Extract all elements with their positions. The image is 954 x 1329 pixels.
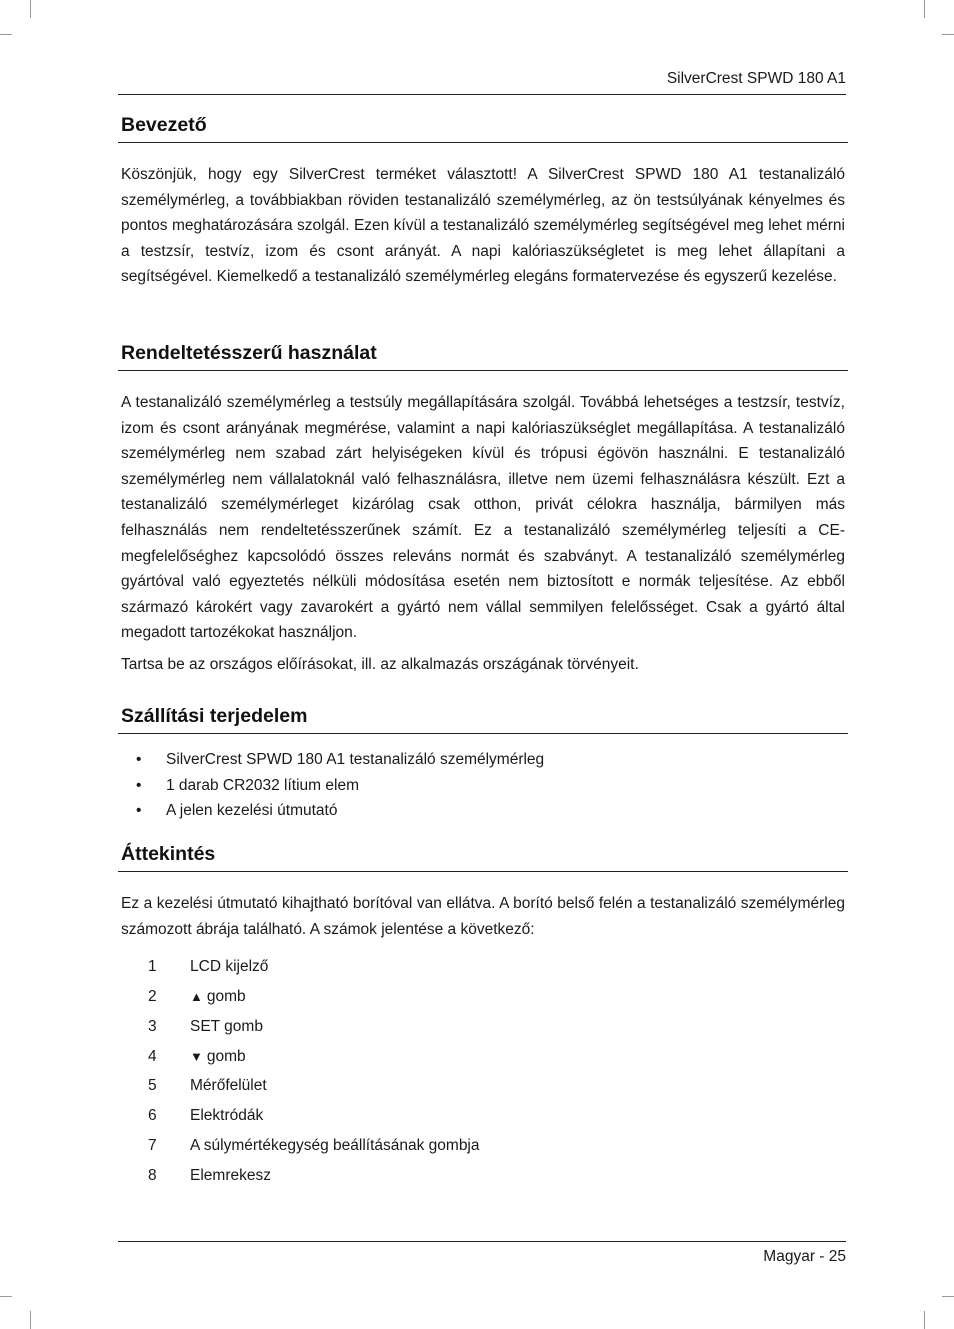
crop-mark-top-right-h [942,34,954,35]
list-item: 3 SET gomb [148,1017,263,1035]
section-overview [118,843,848,1191]
crop-mark-bottom-left [30,1311,31,1329]
intro-paragraph: Köszönjük, hogy egy SilverCrest terméket választott! A SilverCrest SPWD 180 A1 testanalizáló személymérleg, a továbbiakban röviden testanalizáló személymérleg, az ön testsúlyának kényelmes és pontos meghatározására szolgál. Ezen kívül a testanalizáló személymérleg segítségével meg lehet mérni a testzsír, testvíz, izom és csont arányát. A napi kalóriaszükségletet is meg lehet állapítani a segítségével. Kiemelkedő a testanalizáló személymérleg elegáns formatervezése és egyszerű kezelése. [121,166,845,286]
bullet-icon: • [136,776,142,794]
bullet-icon: • [136,751,142,768]
section-scope [118,705,848,824]
section-title-overview: Áttekintés [118,843,848,872]
triangle-down-icon: ▼ [190,1048,203,1064]
header-product: SilverCrest SPWD 180 A1 [666,70,846,87]
section-intro [118,114,848,290]
list-item: 5 Mérőfelület [148,1077,267,1095]
crop-mark-bottom-right [924,1311,925,1329]
intended-use-note: Tartsa be az országos előírásokat, ill. az alkalmazás országának törvényeit. [121,655,639,673]
list-item: • 1 darab CR2032 lítium elem [136,773,848,799]
page-number: Magyar - 25 [763,1248,846,1265]
section-title-scope: Szállítási terjedelem [118,705,848,734]
section-title-intended-use: Rendeltetésszerű használat [118,342,848,371]
list-item: 4 ▼ gomb [118,1042,848,1072]
triangle-up-icon: ▲ [190,988,203,1004]
section-intended-use [118,342,848,678]
list-item: 8 Elemrekesz [148,1166,271,1184]
overview-paragraph: Ez a kezelési útmutató kihajtható borítóval van ellátva. A borító belső felén a testanalizáló személymérleg számozott ábrája található. A számok jelentése a következő: [121,895,845,938]
crop-mark-bottom-right-h [942,1296,954,1297]
list-item: • SilverCrest SPWD 180 A1 testanalizáló személymérleg [136,747,848,773]
list-item: 1 LCD kijelző [148,958,269,976]
section-title-intro: Bevezető [118,114,848,143]
crop-mark-bottom-left-h [0,1296,12,1297]
list-item: 6 Elektródák [148,1107,264,1125]
list-item: • A jelen kezelési útmutató [136,798,848,824]
crop-mark-top-right [924,0,925,18]
bullet-icon: • [136,802,142,820]
intended-use-paragraph: A testanalizáló személymérleg a testsúly megállapítására szolgál. Továbbá lehetséges a testzsír, testvíz, izom és csont arányának megmérése, valamint a napi kalóriaszükséglet megállapítása. A testanalizáló személymérleg nem szabad zárt helyiségeken kívül és trópusi égövön használni. E testanalizáló személymérleg nem vállalatoknál való felhasználásra, illetve nem üzemi felhasználásra készült. Ezt a testanalizáló személymérleget kizárólag csak otthon, privát célokra használja, bármilyen más felhasználás nem rendeltetésszerűnek számít. Ez a testanalizáló személymérleg teljesíti a CE-megfelelőséghez kapcsolódó összes releváns normát és szabványt. A testanalizáló személymérleg gyártóval való egyeztetés nélküli módosítása esetén nem biztosított e normák teljesítése. Az ebből származó károkért vagy zavarokért a gyártó nem vállal semmilyen felelősséget. Csak a gyártó által megadott tartozékokat használjon. [121,394,845,642]
crop-mark-top-left [30,0,31,18]
page-header [118,70,846,95]
scope-list [118,747,848,824]
list-item: 7 A súlymértékegység beállításának gombja [148,1136,480,1154]
list-item: 2 ▲ gomb [118,982,848,1012]
crop-mark-top-left-h [0,34,12,35]
parts-list [118,952,848,1190]
page-footer [118,1241,846,1266]
